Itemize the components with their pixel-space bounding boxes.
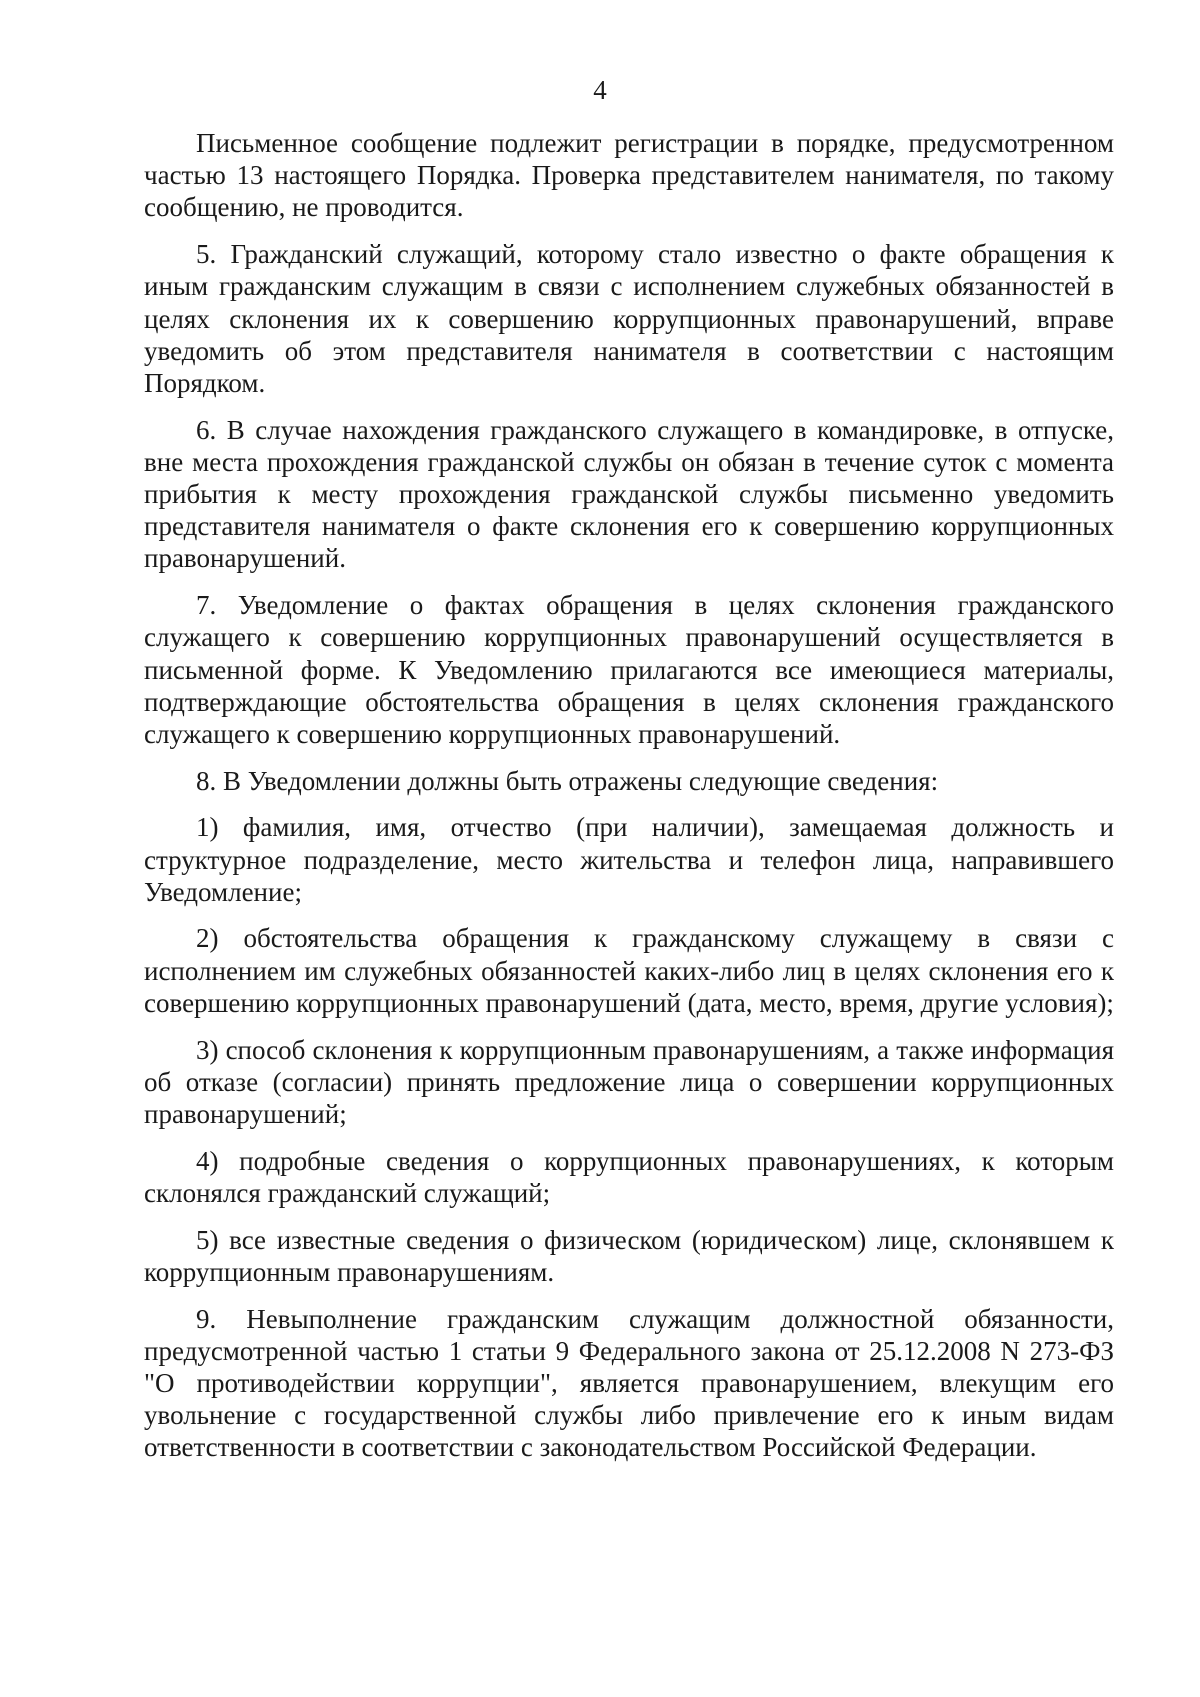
paragraph-5: 5. Гражданский служащий, которому стало известно о факте обращения к иным гражданским служащим в связи с исполнением служебных обязанностей в целях склонения их к совершению коррупционных правонарушений, вправе уведомить об этом представителя нанимателя в соответствии с настоящим Порядком. — [144, 239, 1114, 398]
list-item-1: 1) фамилия, имя, отчество (при наличии), замещаемая должность и структурное подразделение, место жительства и телефон лица, направившего Уведомление; — [144, 812, 1114, 907]
list-item-2: 2) обстоятельства обращения к гражданскому служащему в связи с исполнением им служебных обязанностей каких-либо лиц в целях склонения его к совершению коррупционных правонарушений (дата, место, время, другие условия); — [144, 923, 1114, 1018]
list-item-5: 5) все известные сведения о физическом (юридическом) лице, склонявшем к коррупционным правонарушениям. — [144, 1224, 1114, 1287]
paragraph-6: 6. В случае нахождения гражданского служащего в командировке, в отпуске, вне места прохождения гражданской службы он обязан в течение суток с момента прибытия к месту прохождения гражданской службы письменно уведомить представителя нанимателя о факте склонения его к совершению коррупционных правонарушений. — [144, 414, 1114, 574]
paragraph-registration: Письменное сообщение подлежит регистрации в порядке, предусмотренном частью 13 настоящего Порядка. Проверка представителем нанимателя, по такому сообщению, не проводится. — [144, 128, 1114, 223]
document-body — [144, 127, 1114, 1478]
list-item-4: 4) подробные сведения о коррупционных правонарушениях, к которым склонялся гражданский служащий; — [144, 1145, 1114, 1208]
list-item-3: 3) способ склонения к коррупционным правонарушениям, а также информация об отказе (согласии) принять предложение лица о совершении коррупционных правонарушений; — [144, 1034, 1114, 1129]
paragraph-7: 7. Уведомление о фактах обращения в целях склонения гражданского служащего к совершению коррупционных правонарушений осуществляется в письменной форме. К Уведомлению прилагаются все имеющиеся материалы, подтверждающие обстоятельства обращения в целях склонения гражданского служащего к совершению коррупционных правонарушений. — [144, 590, 1114, 749]
paragraph-9: 9. Невыполнение гражданским служащим должностной обязанности, предусмотренной частью 1 статьи 9 Федерального закона от 25.12.2008 N 273-ФЗ "О противодействии коррупции", является правонарушением, влекущим его увольнение с государственной службы либо привлечение его к иным видам ответственности в соответствии с законодательством Российской Федерации. — [144, 1303, 1114, 1463]
paragraph-8: 8. В Уведомлении должны быть отражены следующие сведения: — [196, 765, 939, 796]
page-number: 4 — [593, 75, 607, 105]
